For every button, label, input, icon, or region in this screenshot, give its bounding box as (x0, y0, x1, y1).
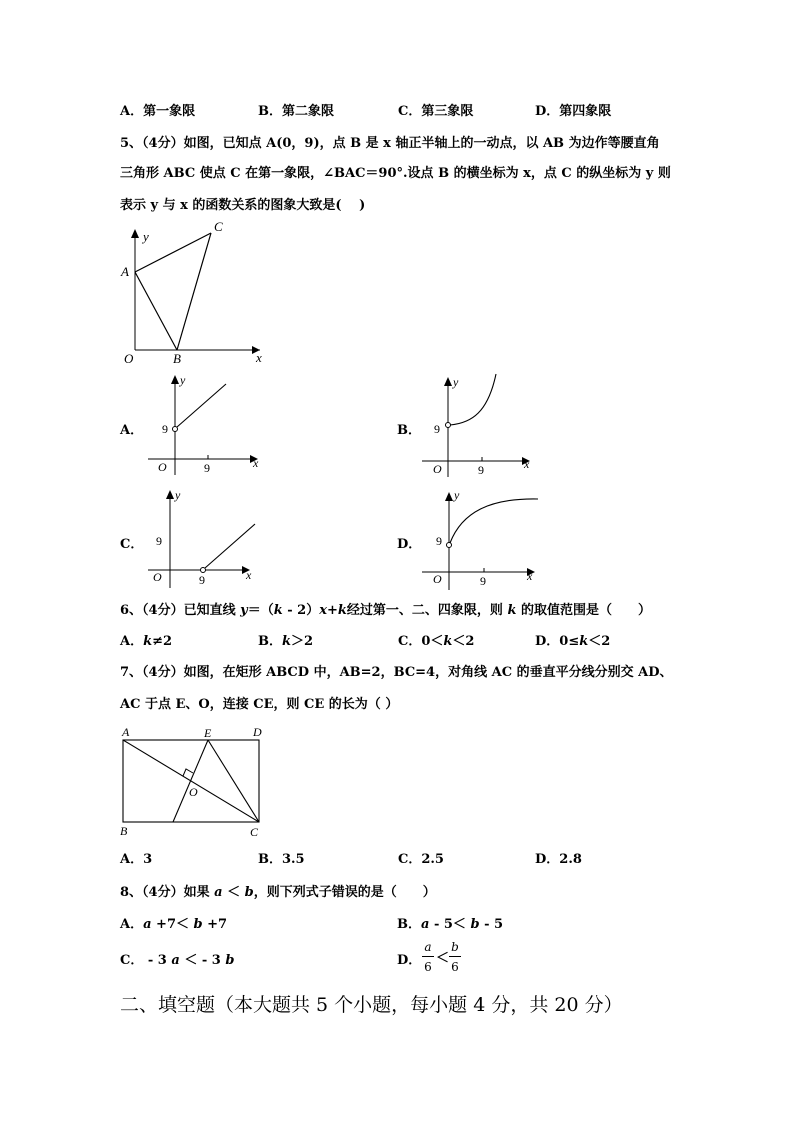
q5-gb-nine-x: 9 (478, 463, 484, 477)
q8-option-c: C． - 3 a ＜ - 3 b (120, 953, 235, 968)
q4-option-c: C．第三象限 (398, 104, 474, 119)
q8-d-frac-bar-1 (422, 956, 434, 957)
q5-gc-x: x (246, 568, 252, 582)
q5-gb-o: O (433, 462, 442, 476)
q8-d-lt: ＜ (436, 951, 450, 966)
q7-option-d: D．2.8 (535, 852, 582, 867)
q5-gc-nine-y: 9 (156, 534, 162, 548)
q5-fig-a-label: A (121, 264, 129, 279)
q6-eq2: - 2） (282, 603, 320, 618)
q5-fig-y-label: y (143, 229, 149, 244)
q6-k3: k (507, 603, 517, 618)
q5-option-b-label: B． (397, 423, 421, 438)
q5-gd-o: O (433, 572, 442, 586)
q5-gc-y: y (175, 488, 181, 502)
q7-stem-line2: AC 于点 E、O，连接 CE，则 CE 的长为（ ） (120, 697, 399, 712)
q8-d-den-1: 6 (424, 960, 432, 974)
q8-d-frac-bar-2 (449, 956, 461, 957)
q5-option-d-label: D． (397, 537, 422, 552)
q6-k1: k (273, 603, 283, 618)
q5-gd-nine-x: 9 (480, 574, 486, 588)
q6-stem-prefix: 6、（4分）已知直线 (120, 603, 241, 618)
q5-gb-y: y (453, 375, 459, 389)
q5-option-c-label: C． (120, 537, 144, 552)
q6-stem-mid: 经过第一、二、四象限，则 (346, 603, 508, 618)
q5-ga-nine-y: 9 (162, 422, 168, 436)
section-2-heading: 二、填空题（本大题共 5 个小题，每小题 4 分，共 20 分） (120, 994, 623, 1016)
q5-gb-nine-y: 9 (434, 422, 440, 436)
q5-gb-x: x (524, 457, 530, 471)
q8-option-b: B．a - 5＜ b - 5 (397, 917, 504, 932)
q8-d-num-a: a (424, 940, 432, 954)
q6-option-a: A．k≠2 (120, 634, 173, 649)
q5-ga-nine-x: 9 (204, 461, 210, 475)
q5-fig-o-label: O (124, 351, 134, 366)
q8-option-d-label: D． (397, 953, 422, 968)
q6-plus: + (326, 603, 338, 618)
q7-option-a: A．3 (120, 852, 153, 867)
q5-gd-nine-y: 9 (436, 534, 442, 548)
q5-gd-y: y (454, 488, 460, 502)
q5-ga-y: y (180, 373, 186, 387)
q5-gc-o: O (153, 570, 162, 584)
q6-stem-suffix: 的取值范围是（ ） (516, 603, 651, 618)
q7-stem-line1: 7、（4分）如图，在矩形 ABCD 中，AB=2，BC=4，对角线 AC 的垂直平分线分别交 AD、 (120, 665, 673, 680)
q5-stem-line1: 5、（4分）如图，已知点 A(0，9)，点 B 是 x 轴正半轴上的一动点，以 AB 为边作等腰直角 (120, 136, 660, 151)
q8-option-a: A．a +7＜ b +7 (120, 917, 228, 932)
q7-fig-b: B (120, 824, 128, 838)
q5-gc-nine-x: 9 (199, 573, 205, 587)
q8-d-den-2: 6 (451, 960, 459, 974)
q5-stem-line3: 表示 y 与 x 的函数关系的图象大致是( ) (120, 198, 366, 213)
q5-fig-x-label: x (256, 350, 262, 365)
q7-option-c: C．2.5 (398, 852, 444, 867)
q8-stem: 8、（4分）如果 a ＜ b，则下列式子错误的是（ ） (120, 885, 436, 900)
q6-option-b: B．k＞2 (258, 634, 314, 649)
q6-option-d: D．0≤k＜2 (535, 634, 611, 649)
q5-option-a-label: A． (120, 423, 144, 438)
q7-fig-d: D (253, 725, 262, 739)
q7-fig-o: O (189, 785, 198, 799)
q7-option-b: B．3.5 (258, 852, 305, 867)
q7-fig-c: C (250, 825, 259, 839)
q6-y: y (240, 603, 248, 618)
q5-ga-x: x (253, 456, 259, 470)
q5-fig-b-label: B (173, 351, 181, 366)
q6-x: x (319, 603, 327, 618)
q5-stem-line2: 三角形 ABC 使点 C 在第一象限，∠BAC＝90°.设点 B 的横坐标为 x，点 C 的纵坐标为 y 则 (120, 166, 671, 181)
q8-d-num-b: b (451, 940, 459, 954)
q5-gd-x: x (527, 569, 533, 583)
q5-ga-o: O (158, 460, 167, 474)
q4-option-b: B．第二象限 (258, 104, 334, 119)
q6-option-c: C．0＜k＜2 (398, 634, 475, 649)
q6-k2: k (337, 603, 347, 618)
q7-fig-e: E (204, 726, 212, 740)
q4-option-a: A．第一象限 (120, 104, 196, 119)
q6-eq1: ＝（ (247, 603, 274, 618)
q4-option-d: D．第四象限 (535, 104, 612, 119)
q7-fig-a: A (122, 725, 130, 739)
q5-fig-c-label: C (214, 219, 223, 234)
